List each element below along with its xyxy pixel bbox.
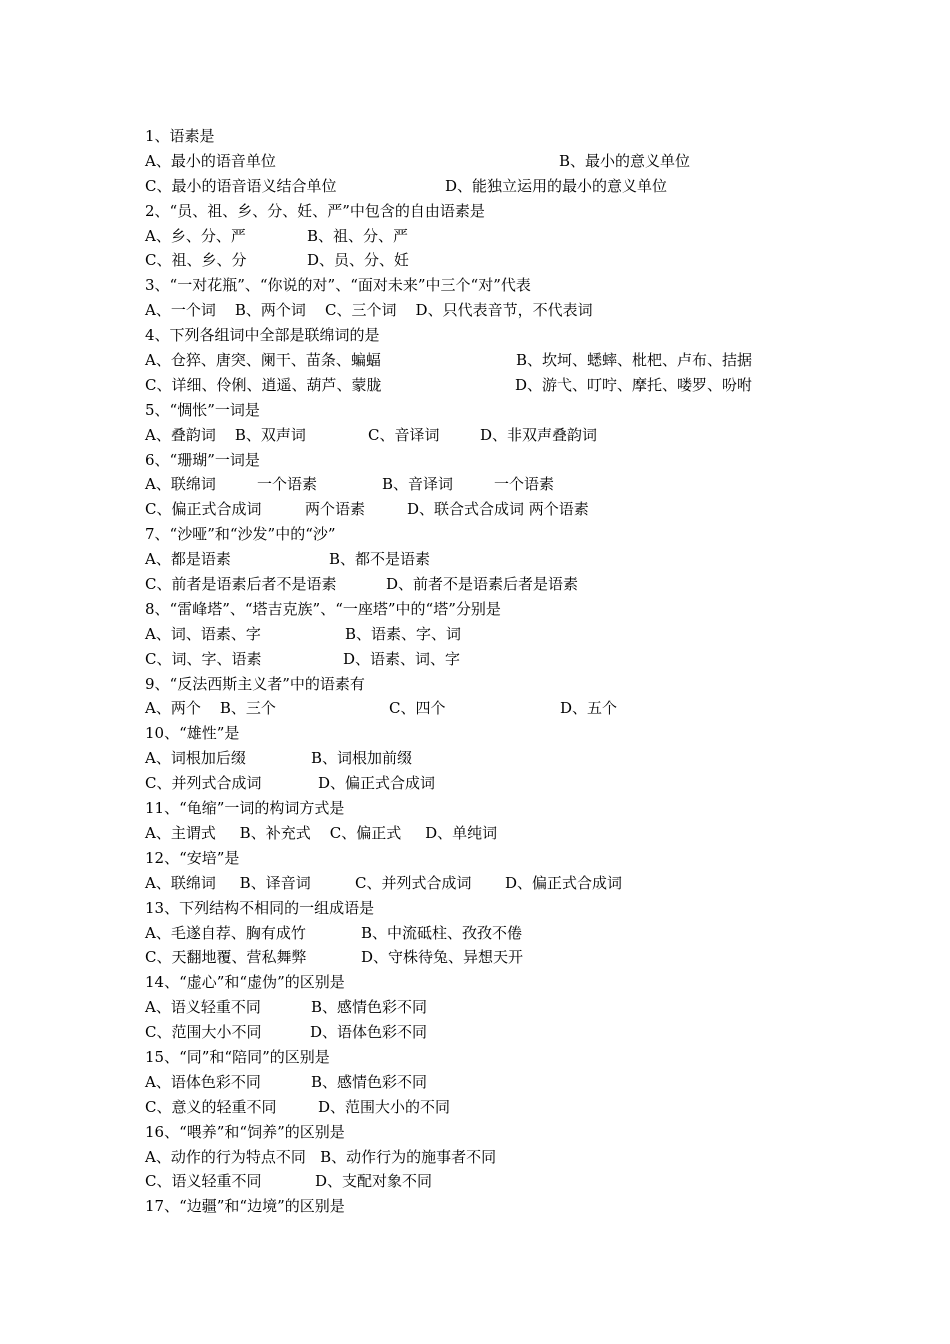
line-text: A、联绵词 [145, 475, 216, 494]
option-text: D、语体色彩不同 [310, 1023, 428, 1042]
question-line [145, 970, 825, 995]
question-line [145, 448, 825, 473]
question-line [145, 921, 825, 946]
question-line [145, 472, 825, 497]
line-text: C、偏正式合成词 [145, 500, 262, 519]
question-line [145, 672, 825, 697]
question-line [145, 522, 825, 547]
question-line [145, 1045, 825, 1070]
question-line [145, 423, 825, 448]
line-text: 7、“沙哑”和“沙发”中的“沙” [145, 525, 336, 544]
question-line [145, 647, 825, 672]
option-text: D、能独立运用的最小的意义单位 [445, 176, 668, 195]
option-text: B、祖、分、严 [307, 226, 409, 245]
question-line [145, 124, 825, 149]
option-text: D、范围大小的不同 [318, 1097, 451, 1116]
question-line [145, 622, 825, 647]
line-text: C、前者是语素后者不是语素 [145, 575, 337, 594]
line-text: C、语义轻重不同 [145, 1172, 262, 1191]
line-text: A、毛遂自荐、胸有成竹 [145, 923, 306, 942]
question-line [145, 373, 825, 398]
question-line [145, 1169, 825, 1194]
option-text: D、偏正式合成词 [505, 873, 623, 892]
question-line [145, 348, 825, 373]
option-text: D、游弋、叮咛、摩托、喽罗、吩咐 [515, 375, 753, 394]
question-line [145, 1095, 825, 1120]
question-line [145, 547, 825, 572]
question-line [145, 746, 825, 771]
question-line [145, 597, 825, 622]
question-line [145, 846, 825, 871]
question-line [145, 224, 825, 249]
question-line [145, 796, 825, 821]
question-line [145, 696, 825, 721]
line-text: 2、“员、祖、乡、分、妊、严”中包含的自由语素是 [145, 201, 485, 220]
line-text: A、最小的语音单位 [145, 151, 276, 170]
question-line [145, 995, 825, 1020]
option-text: 一个语素 [257, 475, 318, 494]
line-text: 17、“边疆”和“边境”的区别是 [145, 1197, 345, 1216]
line-text: C、词、字、语素 [145, 649, 262, 668]
line-text: 16、“喂养”和“饲养”的区别是 [145, 1122, 345, 1141]
line-text: 13、下列结构不相同的一组成语是 [145, 898, 375, 917]
option-text: B、词根加前缀 [311, 749, 413, 768]
line-text: C、范围大小不同 [145, 1023, 262, 1042]
option-text: D、前者不是语素后者是语素 [386, 575, 579, 594]
line-text: A、叠韵词 B、双声词 [145, 425, 306, 444]
line-text: 15、“同”和“陪同”的区别是 [145, 1047, 330, 1066]
question-line [145, 298, 825, 323]
question-line [145, 771, 825, 796]
line-text: 6、“珊瑚”一词是 [145, 450, 260, 469]
option-text: D、支配对象不同 [315, 1172, 433, 1191]
option-text: B、语素、字、词 [345, 624, 462, 643]
option-text: D、联合式合成词 两个语素 [407, 500, 589, 519]
question-line [145, 721, 825, 746]
line-text: A、词根加后缀 [145, 749, 246, 768]
question-line [145, 871, 825, 896]
option-text: 两个语素 [305, 500, 366, 519]
question-line [145, 821, 825, 846]
question-line [145, 572, 825, 597]
line-text: C、意义的轻重不同 [145, 1097, 277, 1116]
option-text: B、最小的意义单位 [559, 151, 691, 170]
option-text: B、中流砥柱、孜孜不倦 [361, 923, 523, 942]
line-text: 4、下列各组词中全部是联绵词的是 [145, 326, 380, 345]
option-text: 一个语素 [494, 475, 555, 494]
question-line [145, 248, 825, 273]
line-text: A、语义轻重不同 [145, 998, 261, 1017]
line-text: C、天翻地覆、营私舞弊 [145, 948, 307, 967]
line-text: C、最小的语音语义结合单位 [145, 176, 337, 195]
option-text: B、坎坷、蟋蟀、枇杷、卢布、拮据 [516, 351, 753, 370]
line-text: A、一个词 B、两个词 C、三个词 D、只代表音节，不代表词 [145, 301, 593, 320]
question-line [145, 273, 825, 298]
question-line [145, 398, 825, 423]
option-text: C、并列式合成词 [355, 873, 472, 892]
question-line [145, 1194, 825, 1219]
question-list [145, 124, 825, 1219]
option-text: D、守株待兔、异想天开 [361, 948, 524, 967]
option-text: C、音译词 [368, 425, 440, 444]
line-text: 11、“龟缩”一词的构词方式是 [145, 799, 345, 818]
question-line [145, 497, 825, 522]
question-line [145, 174, 825, 199]
line-text: A、动作的行为特点不同 B、动作行为的施事者不同 [145, 1147, 497, 1166]
option-text: D、偏正式合成词 [318, 774, 436, 793]
line-text: A、联绵词 B、译音词 [145, 873, 311, 892]
line-text: A、语体色彩不同 [145, 1072, 261, 1091]
question-line [145, 323, 825, 348]
line-text: 12、“安培”是 [145, 848, 240, 867]
line-text: C、并列式合成词 [145, 774, 262, 793]
option-text: D、非双声叠韵词 [480, 425, 598, 444]
question-line [145, 896, 825, 921]
line-text: 1、语素是 [145, 127, 215, 145]
question-line [145, 945, 825, 970]
line-text: A、两个 B、三个 [145, 699, 276, 718]
line-text: A、都是语素 [145, 550, 231, 569]
option-text: D、语素、词、字 [343, 649, 461, 668]
line-text: A、词、语素、字 [145, 624, 261, 643]
question-line [145, 1120, 825, 1145]
line-text: C、详细、伶俐、逍遥、葫芦、蒙胧 [145, 375, 382, 394]
option-text: B、感情色彩不同 [311, 998, 428, 1017]
option-text: B、感情色彩不同 [311, 1072, 428, 1091]
question-line [145, 1070, 825, 1095]
option-text: D、五个 [560, 699, 618, 718]
line-text: 8、“雷峰塔”、“塔吉克族”、“一座塔”中的“塔”分别是 [145, 599, 501, 618]
line-text: 9、“反法西斯主义者”中的语素有 [145, 674, 365, 693]
line-text: 14、“虚心”和“虚伪”的区别是 [145, 973, 345, 992]
question-line [145, 1145, 825, 1170]
line-text: 3、“一对花瓶”、“你说的对”、“面对未来”中三个“对”代表 [145, 276, 531, 295]
line-text: 5、“惆怅”一词是 [145, 400, 260, 419]
question-line [145, 1020, 825, 1045]
option-text: D、员、分、妊 [307, 251, 410, 270]
line-text: A、仓猝、唐突、阑干、苗条、蝙蝠 [145, 351, 381, 370]
option-text: C、四个 [389, 699, 446, 718]
line-text: 10、“雄性”是 [145, 724, 240, 743]
line-text: C、祖、乡、分 [145, 251, 247, 270]
option-text: B、音译词 [382, 475, 454, 494]
line-text: A、主谓式 B、补充式 C、偏正式 D、单纯词 [145, 823, 498, 842]
option-text: B、都不是语素 [329, 550, 431, 569]
question-line [145, 149, 825, 174]
question-line [145, 199, 825, 224]
line-text: A、乡、分、严 [145, 226, 246, 245]
